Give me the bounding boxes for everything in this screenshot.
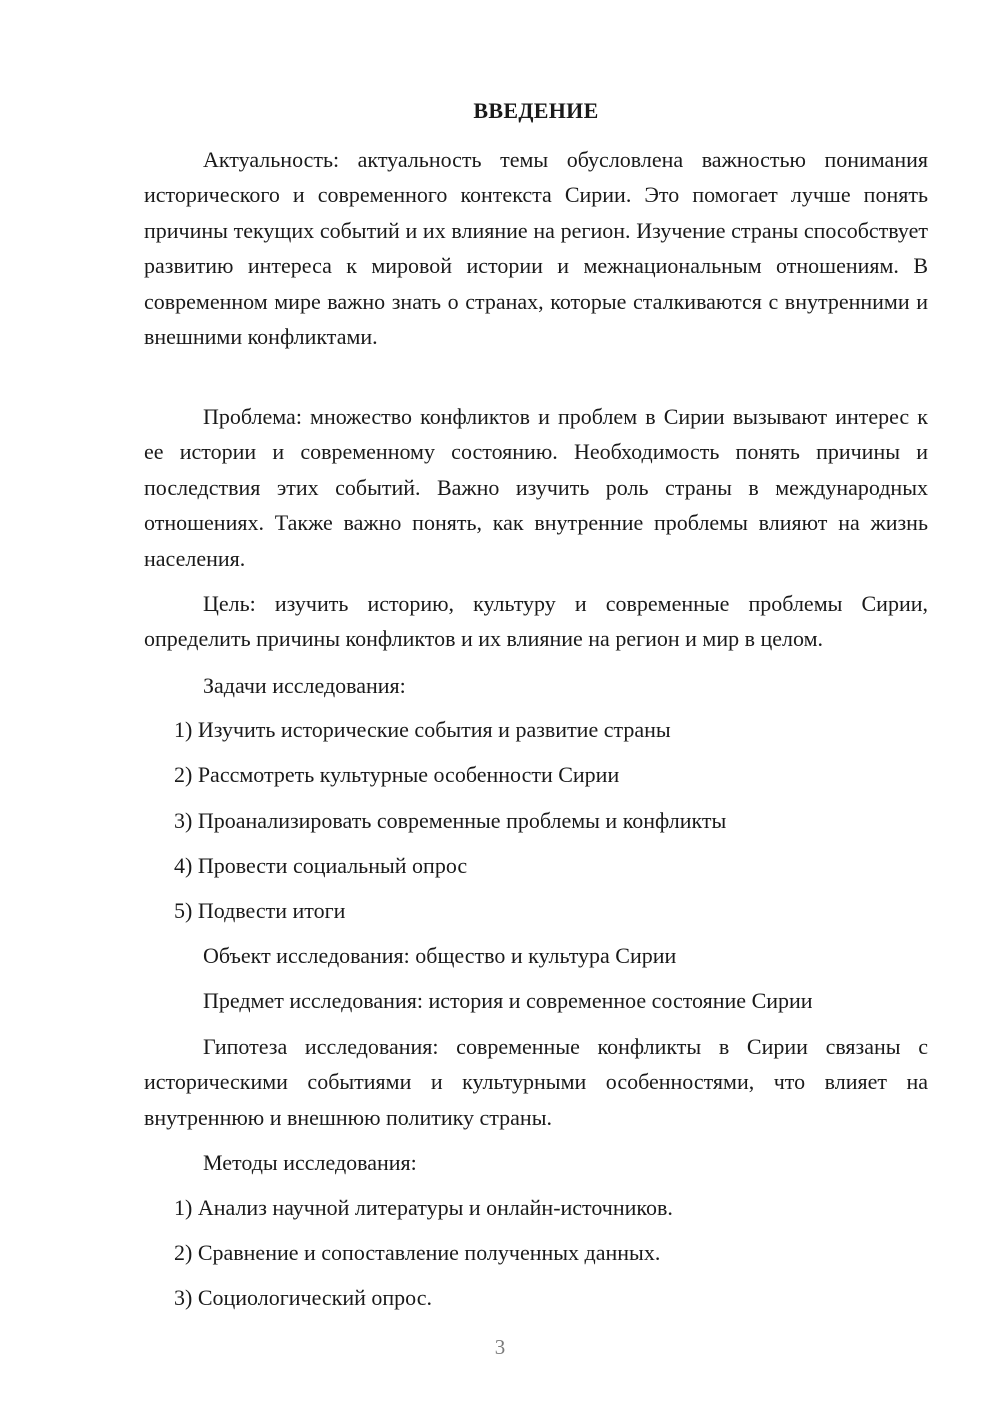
task-item-3: 3) Проанализировать современные проблемы и конфликты [174,808,727,833]
task-item-5: 5) Подвести итоги [174,898,346,923]
page-number: 3 [494,1335,506,1359]
research-object: Объект исследования: общество и культура Сирии [203,943,677,968]
paragraph-relevance: Актуальность: актуальность темы обусловлена важностью понимания исторического и современного контекста Сирии. Это помогает лучше понять причины текущих событий и их влияние на регион. Изучение страны способствует развитию интереса к мировой истории и межнациональным отношениям. В современном мире важно знать о странах, которые сталкиваются с внутренними и внешними конфликтами. [144,147,928,350]
page-title: ВВЕДЕНИЕ [473,98,599,123]
method-item-2: 2) Сравнение и сопоставление полученных данных. [174,1240,661,1265]
task-item-4: 4) Провести социальный опрос [174,853,468,878]
task-item-2: 2) Рассмотреть культурные особенности Сирии [174,762,620,787]
task-item-1: 1) Изучить исторические события и развитие страны [174,717,671,742]
method-item-3: 3) Социологический опрос. [174,1285,432,1310]
paragraph-goal: Цель: изучить историю, культуру и современные проблемы Сирии, определить причины конфликтов и их влияние на регион и мир в целом. [144,591,928,652]
research-subject: Предмет исследования: история и современное состояние Сирии [203,988,813,1013]
paragraph-hypothesis: Гипотеза исследования: современные конфликты в Сирии связаны с историческими событиями и культурными особенностями, что влияет на внутреннюю и внешнюю политику страны. [144,1034,928,1130]
tasks-heading: Задачи исследования: [203,673,406,698]
method-item-1: 1) Анализ научной литературы и онлайн-источников. [174,1195,673,1220]
paragraph-problem: Проблема: множество конфликтов и проблем в Сирии вызывают интерес к ее истории и современному состоянию. Необходимость понять причины и последствия этих событий. Важно изучить роль страны в международных отношениях. Также важно понять, как внутренние проблемы влияют на жизнь населения. [144,404,928,571]
methods-heading: Методы исследования: [203,1150,417,1175]
